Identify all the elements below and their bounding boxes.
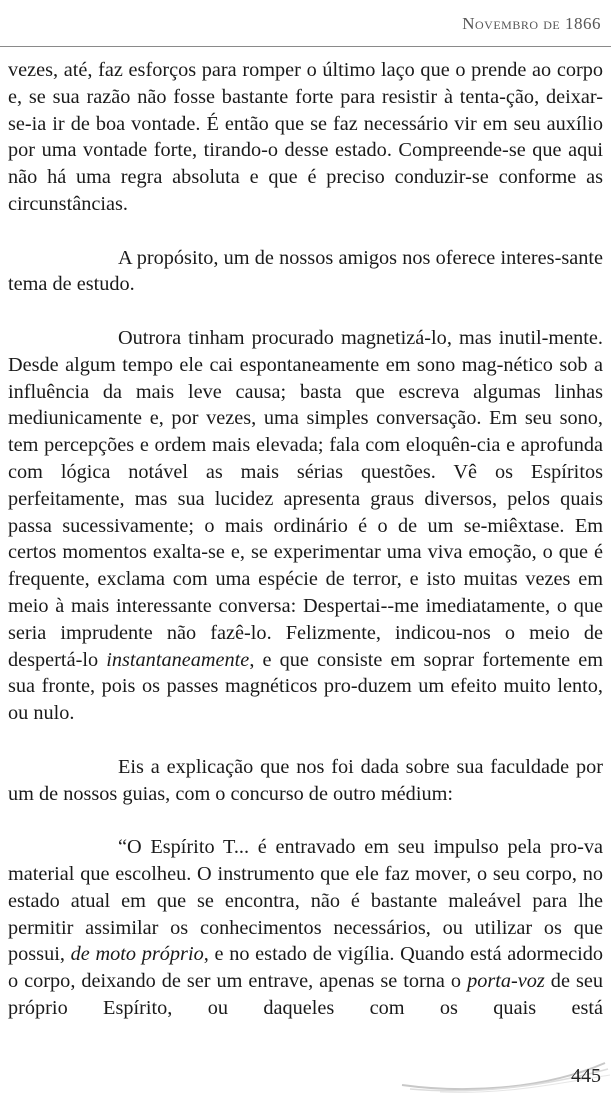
italic-term: de moto próprio (70, 943, 204, 966)
italic-term: instantaneamente (106, 648, 250, 671)
paragraph-text: , e no estado de vigília. Quando está adormecido o corpo, deixando de ser um entrave, apenas se torna o (8, 943, 604, 993)
paragraph-text: , e que consiste em soprar fortemente em sua fronte, pois os passes magnéticos pro-duzem um efeito muito lento, ou nulo. (8, 648, 604, 725)
paragraph-continuation (8, 57, 603, 218)
paragraph-text: Outrora tinham procurado magnetizá-lo, mas inutil-mente. Desde algum tempo ele cai espontaneamente em sono mag-nético sob a influência da mais leve causa; basta que escreva algumas linhas mediunicamente e, por vezes, uma simples conversação. Em seu sono, tem percepções e ordem mais elevada; fala com eloquên-cia e aprofunda com lógica notável as mais sérias questões. Vê os Espíritos perfeitamente, mas sua lucidez apresenta graus diversos, pelos quais passa sucessivamente; o mais ordinário é o de um se-miêxtase. Em certos momentos exalta-se e, se experimentar uma viva emoção, o que é frequente, exclama com uma espécie de terror, e isto muitas vezes em meio à mais interessante conversa: Despertai--me imediatamente, o que seria imprudente não fazê-lo. Felizmente, indicou-nos o meio de despertá-lo (8, 326, 603, 671)
paragraph-explicacao (8, 754, 603, 808)
header-divider (0, 46, 611, 47)
paragraph-text: Eis a explicação que nos foi dada sobre sua faculdade por um de nossos guias, com o concurso de outro médium: (8, 755, 603, 805)
paragraph-quote (8, 834, 603, 1022)
page-number: 445 (571, 1065, 601, 1087)
paragraph-text: “O Espírito T... é entravado em seu impulso pela pro-va material que escolheu. O instrumento que ele faz mover, o seu corpo, no estado atual em que se encontra, não é bastante maleável para lhe permitir assimilar os conhecimentos necessários, ou utilizar os que possui, (8, 836, 603, 966)
paragraph-text: A propósito, um de nossos amigos nos oferece interes-sante tema de estudo. (8, 246, 603, 296)
running-title: Novembro de 1866 (462, 14, 601, 33)
paragraph-outrora (8, 325, 603, 727)
paragraph-text: vezes, até, faz esforços para romper o último laço que o prende ao corpo e, se sua razão não fosse bastante forte para resistir à tenta-ção, deixar-se-ia ir de boa vontade. É então que se faz necessário vir em seu auxílio por uma vontade forte, tirando-o desse estado. Compreende-se que aqui não há uma regra absoluta e que é preciso conduzir-se conforme as circunstâncias. (8, 59, 603, 215)
italic-term: porta-voz (467, 970, 545, 993)
paragraph-proposito (8, 245, 603, 299)
body-text (8, 57, 603, 1022)
paragraph-text: de seu próprio Espírito, ou daqueles com os quais está (8, 970, 603, 1019)
